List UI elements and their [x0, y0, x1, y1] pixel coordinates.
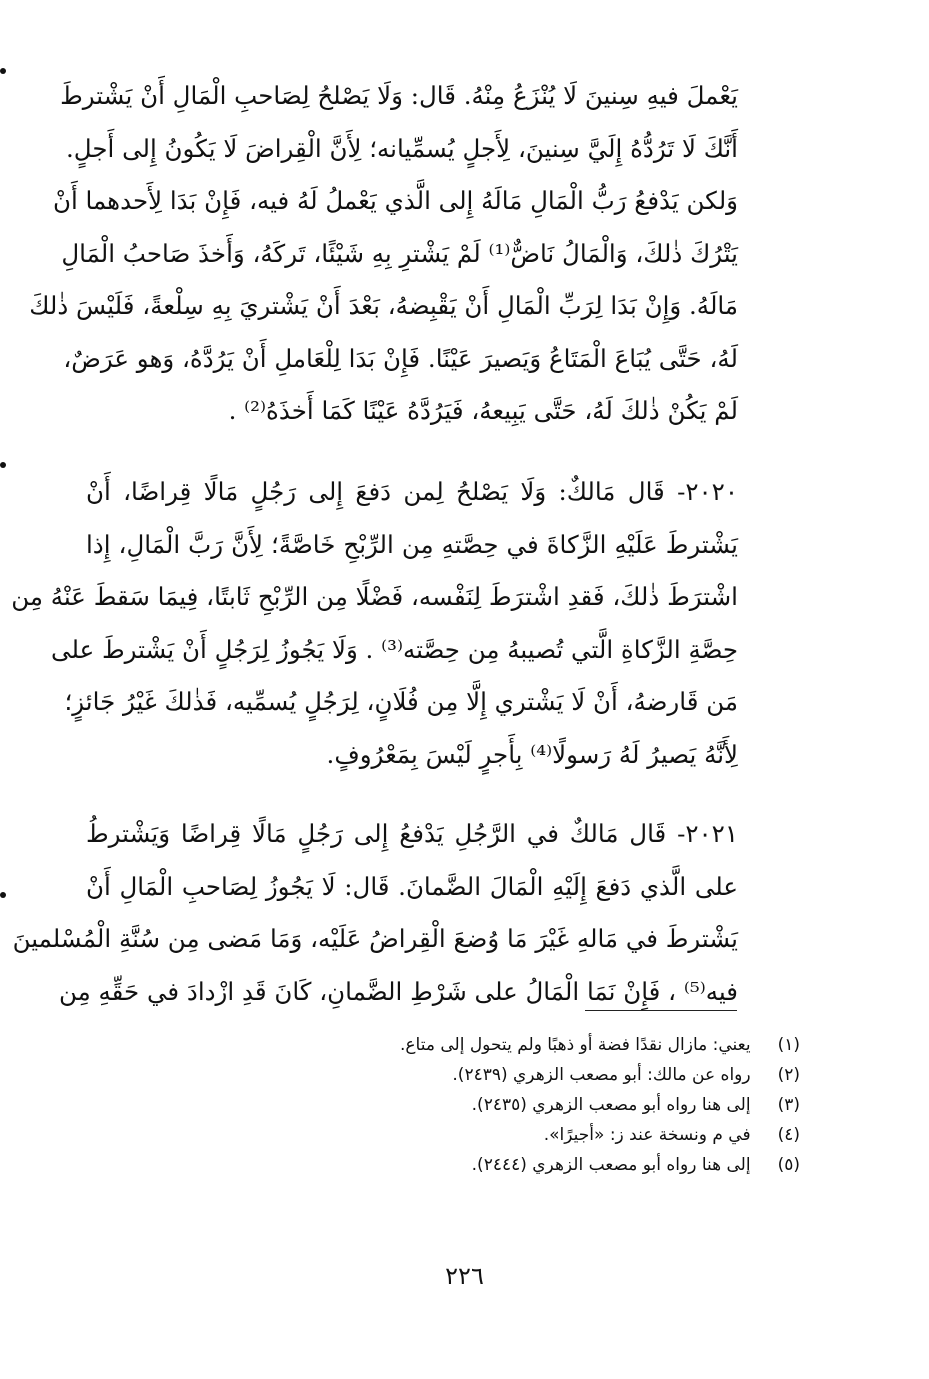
paragraph-2021: [12, 808, 738, 1018]
footnote-number: (١): [777, 1035, 800, 1055]
footnote-number: (٢): [777, 1065, 800, 1085]
paragraph-2020: [11, 466, 738, 781]
margin-mark: [0, 892, 6, 898]
text-line: أَنَّكَ لَا تَرُدُّهُ إِلَيَّ سِنينَ، لِأَجلٍ يُسمِّيانه؛ لِأَنَّ الْقِراضَ لَا يَكُونُ إِلى أَجلٍ.: [66, 133, 738, 163]
footnotes: [200, 1030, 800, 1180]
footnote-text: في م ونسخة عند ز: «أجيرًا».: [543, 1125, 751, 1145]
text-line: مَن قَارضهُ، أَنْ لَا يَشْتري إِلَّا مِن فُلَانٍ، لِرَجُلٍ يُسمِّيه، فَذٰلكَ غَيْرُ جَائزٍ؛: [64, 687, 738, 716]
footnote-text: رواه عن مالك: أبو مصعب الزهري (٢٤٣٩).: [452, 1065, 751, 1085]
footnote-text: يعني: مازال نقدًا فضة أو ذهبًا ولم يتحول إلى متاع.: [399, 1035, 751, 1055]
margin-mark: [0, 462, 6, 468]
text-line: وَلكن يَدْفعُ رَبُّ الْمَالِ مَالَهُ إِلى الَّذي يَعْملُ لَهُ فيه، فَإِنْ بَدَا لِأَحدهما أَنْ: [52, 186, 738, 215]
text-line: لَهُ، حَتَّى يُبَاعَ الْمَتَاعُ وَيَصيرَ عَيْنًا. فَإِنْ بَدَا لِلْعَاملِ أَنْ يَرُدَّهُ، وَهو عَرَضٌ،: [63, 343, 738, 373]
footnote: [200, 1060, 800, 1090]
text-line: مَالَهُ. وَإِنْ بَدَا لِرَبِّ الْمَالِ أَنْ يَقْبِضهُ، بَعْدَ أَنْ يَشْتريَ بِهِ سِلْعةً، فَلَيْسَ ذٰلكَ: [29, 291, 738, 320]
footnote: [200, 1120, 800, 1150]
page-number: ٢٢٦: [445, 1262, 484, 1290]
text-line: ٢٠٢٠- قَال مَالكٌ: وَلَا يَصْلحُ لِمن دَفعَ إِلى رَجُلٍ مَالًا قِراضًا، أَنْ: [86, 477, 738, 506]
footnote-number: (٣): [777, 1095, 800, 1115]
text-line: على الَّذي دَفعَ إِلَيْهِ الْمَالَ الضَّمانَ. قَال: لَا يَجُوزُ لِصَاحبِ الْمَالِ أَنْ: [86, 871, 738, 901]
footnote-number: (٥): [777, 1155, 800, 1175]
text-line: يَشْترطَ عَلَيْهِ الزَّكاةَ في حِصَّتهِ مِن الرِّبْحِ خَاصَّةً؛ لِأَنَّ رَبَّ الْمَالِ، إِذا: [86, 529, 738, 559]
text-line: لِأَنَّهُ يَصيرُ لَهُ رَسولًا⁽⁴⁾ بِأَجرٍ لَيْسَ بِمَعْرُوفٍ.: [326, 739, 738, 769]
paragraph-1: [29, 70, 738, 438]
footnote: [200, 1030, 800, 1060]
text-line: حِصَّةِ الزَّكاةِ الَّتي تُصيبهُ مِن حِصَّته⁽³⁾ . وَلَا يَجُوزُ لِرَجُلٍ أَنْ يَشْترطَ على: [51, 634, 738, 664]
footnote-text: إلى هنا رواه أبو مصعب الزهري (٢٤٣٥).: [471, 1095, 751, 1115]
text-line: ٢٠٢١- قَال مَالكٌ في الرَّجُلِ يَدْفعُ إِلى رَجُلٍ مَالًا قِراضًا وَيَشْترطُ: [86, 819, 738, 848]
footnote-number: (٤): [777, 1125, 800, 1145]
text-line: يَشْترطَ في مَالهِ غَيْرَ مَا وُضعَ الْقِراضُ عَلَيْه، وَمَا مَضى مِن سُنَّةِ الْمُسْلمينَ: [12, 924, 738, 953]
margin-mark: [0, 68, 6, 74]
text-line: يَتْرُكَ ذٰلكَ، وَالْمَالُ نَاضٌّ⁽¹⁾ لَمْ يَشْترِ بِهِ شَيْئًا، تَركَهُ، وَأَخذَ صَاحبُ الْمَالِ: [61, 238, 738, 268]
text-line: يَعْملَ فيهِ سِنينَ لَا يُنْزَعُ مِنْهُ. قَال: وَلَا يَصْلحُ لِصَاحبِ الْمَالِ أَنْ يَشْترطَ: [60, 81, 738, 110]
footnote: [200, 1150, 800, 1180]
text-line: فيه⁽⁵⁾ ، فَإِنْ نَمَا الْمَالُ على شَرْطِ الضَّمانِ، كَانَ قَدِ ازْدادَ في حَقِّهِ مِن: [58, 976, 738, 1006]
text-line: لَمْ يَكُنْ ذٰلكَ لَهُ، حَتَّى يَبِيعهُ، فَيَرُدَّهُ عَيْنًا كَمَا أَخذَهُ⁽²⁾ .: [228, 396, 738, 425]
footnote-text: إلى هنا رواه أبو مصعب الزهري (٢٤٤٤).: [471, 1155, 751, 1175]
footnote-separator: [585, 1010, 737, 1011]
text-line: اشْترَطَ ذٰلكَ، فَقدِ اشْترَطَ لِنَفْسه، فَضْلًا مِن الرِّبْحِ ثَابتًا، فِيمَا سَقطَ عَنْهُ مِن: [11, 582, 738, 611]
footnote: [200, 1090, 800, 1120]
